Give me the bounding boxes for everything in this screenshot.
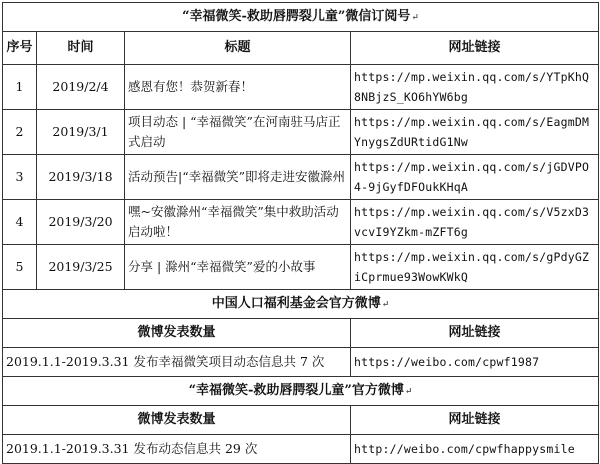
row-title: 活动预告|“幸福微笑”即将走进安徽滁州 (125, 155, 351, 200)
row-index: 3 (3, 155, 37, 200)
project-report-table (2, 2, 599, 464)
row-index: 1 (3, 65, 37, 110)
table-row (3, 348, 599, 377)
weibo-url-link[interactable]: https://weibo.com/cpwf1987 (351, 348, 599, 377)
table-row (3, 245, 599, 290)
row-url-link[interactable]: https://mp.weixin.qq.com/s/jGDVPO4-9jGyfDFOukKHqA (351, 155, 599, 200)
weibo-count-text: 2019.1.1-2019.3.31 发布动态信息共 29 次 (3, 435, 351, 464)
row-url-link[interactable]: https://mp.weixin.qq.com/s/YTpKhQ8NBjzS_KO6hYW6bg (351, 65, 599, 110)
row-title: 感恩有您！恭贺新春！ (125, 65, 351, 110)
header-weibo-count: 微博发表数量 (3, 406, 351, 435)
table-row (3, 435, 599, 464)
header-weibo-count: 微博发表数量 (3, 319, 351, 348)
table-row (3, 65, 599, 110)
row-date: 2019/3/25 (37, 245, 125, 290)
cpwf-weibo-section-title: 中国人口福利基金会官方微博↵ (3, 290, 599, 319)
header-title: 标题 (125, 32, 351, 65)
header-url: 网址链接 (351, 406, 599, 435)
row-date: 2019/3/20 (37, 200, 125, 245)
header-date: 时间 (37, 32, 125, 65)
header-url: 网址链接 (351, 319, 599, 348)
table-row (3, 155, 599, 200)
row-title: 项目动态 | “幸福微笑”在河南驻马店正式启动 (125, 110, 351, 155)
row-title: 嘿~安徽滁州“幸福微笑”集中救助活动启动啦！ (125, 200, 351, 245)
row-url-link[interactable]: https://mp.weixin.qq.com/s/EagmDMYnygsZdURtidG1Nw (351, 110, 599, 155)
row-title: 分享 | 滁州“幸福微笑”爱的小故事 (125, 245, 351, 290)
row-index: 5 (3, 245, 37, 290)
smile-weibo-section-title: “幸福微笑-救助唇腭裂儿童”官方微博↵ (3, 377, 599, 406)
row-url-link[interactable]: https://mp.weixin.qq.com/s/V5zxD3vcvI9YZkm-mZFT6g (351, 200, 599, 245)
weibo-count-text: 2019.1.1-2019.3.31 发布幸福微笑项目动态信息共 7 次 (3, 348, 351, 377)
header-index: 序号 (3, 32, 37, 65)
row-index: 4 (3, 200, 37, 245)
row-url-link[interactable]: https://mp.weixin.qq.com/s/gPdyGZiCprmue93WowKWkQ (351, 245, 599, 290)
table-row (3, 110, 599, 155)
row-date: 2019/3/18 (37, 155, 125, 200)
header-url: 网址链接 (351, 32, 599, 65)
row-date: 2019/2/4 (37, 65, 125, 110)
row-date: 2019/3/1 (37, 110, 125, 155)
weibo-url-link[interactable]: http://weibo.com/cpwfhappysmile (351, 435, 599, 464)
wechat-section-title: “幸福微笑-救助唇腭裂儿童”微信订阅号↵ (3, 3, 599, 32)
row-index: 2 (3, 110, 37, 155)
table-row (3, 200, 599, 245)
